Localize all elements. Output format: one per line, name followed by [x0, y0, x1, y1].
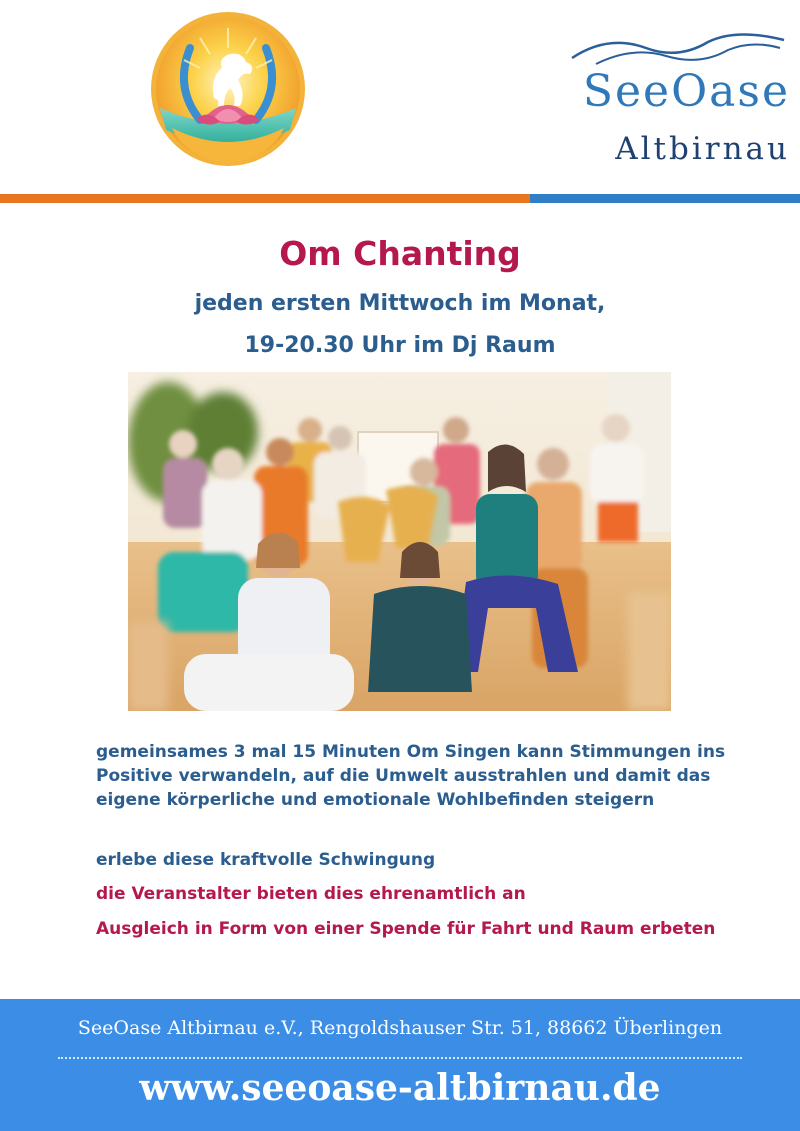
invitation-line: erlebe diese kraftvolle Schwingung: [96, 850, 436, 870]
brand-location: Altbirnau: [615, 131, 790, 167]
footer-divider: [58, 1057, 742, 1059]
event-title: Om Chanting: [279, 234, 521, 273]
volunteer-note: die Veranstalter bieten dies ehrenamtlich an: [96, 884, 526, 904]
logo-icon: [150, 8, 306, 170]
footer-address: SeeOase Altbirnau e.V., Rengoldshauser Str. 51, 88662 Überlingen: [77, 1017, 723, 1039]
event-schedule-line1: jeden ersten Mittwoch im Monat,: [194, 291, 606, 316]
website-link[interactable]: www.seeoase-altbirnau.de: [139, 1067, 661, 1109]
photo-illustration: [128, 372, 671, 711]
event-schedule-line2: 19-20.30 Uhr im Dj Raum: [244, 333, 556, 358]
description-paragraph: gemeinsames 3 mal 15 Minuten Om Singen kann Stimmungen ins Positive verwandeln, auf die Umwelt ausstrahlen und damit das eigene körperliche und emotionale Wohlbefinden steigern: [96, 742, 726, 810]
sun-horse-lotus-logo: [150, 8, 306, 170]
divider-blue: [530, 194, 800, 203]
donation-note: Ausgleich in Form von einer Spende für Fahrt und Raum erbeten: [96, 919, 716, 939]
footer-band: [0, 999, 800, 1131]
divider-orange: [0, 194, 530, 203]
seeoase-logo: [540, 28, 790, 178]
group-chanting-photo: [128, 372, 671, 711]
brand-name: SeeOase: [582, 66, 790, 117]
wave-icon: [568, 28, 788, 66]
